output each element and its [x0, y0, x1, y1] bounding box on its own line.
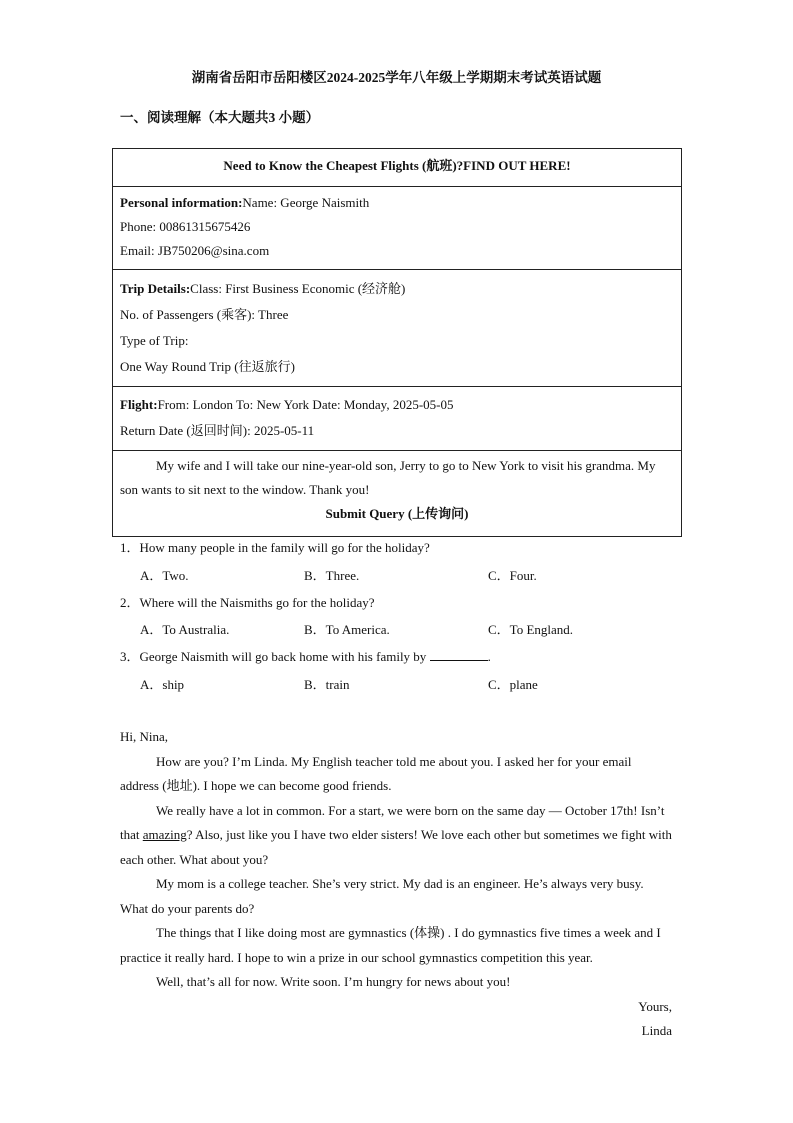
q3-option-a: A．ship [140, 677, 185, 692]
q3-option-b: B．train [304, 677, 350, 692]
trip-type-value: One Way Round Trip (往返旅行) [120, 359, 295, 374]
letter-greeting: Hi, Nina, [120, 729, 169, 744]
section-heading: 一、阅读理解（本大题共3 小题） [120, 110, 320, 125]
email-value: Email: JB750206@sina.com [120, 243, 270, 258]
message-text: My wife and I will take our nine-year-old son, Jerry to go to New York to visit his grandma. My son wants to sit next to the window. Thank you! [120, 458, 656, 497]
q1-option-a: A．Two. [140, 568, 189, 583]
flight-value: From: London To: New York Date: Monday, 2025-05-05 [157, 397, 454, 412]
q2-option-c: C．To England. [488, 622, 574, 637]
page-title: 湖南省岳阳市岳阳楼区2024-2025学年八年级上学期期末考试英语试题 [191, 70, 602, 85]
letter-paragraph-5: Well, that’s all for now. Write soon. I’m hungry for news about you! [156, 974, 511, 989]
flight-block [113, 387, 681, 451]
p2-part-b: ? Also, just like you I have two elder sisters! We love each other but sometimes we fight with each other. What about you? [120, 827, 672, 867]
q1-option-c: C．Four. [488, 568, 537, 583]
letter-paragraph-2 [120, 799, 672, 873]
flight-form-table [112, 148, 682, 537]
question-3-text: 3．George Naismith will go back home with his family by [120, 649, 427, 664]
q2-option-a: A．To Australia. [140, 622, 230, 637]
letter-paragraph-4: The things that I like doing most are gymnastics (体操) . I do gymnastics five times a week and I practice it really hard. I hope to win a prize in our school gymnastics competition this year. [120, 925, 661, 965]
letter-paragraph-1: How are you? I’m Linda. My English teacher told me about you. I asked her for your email address (地址). I hope we can become good friends. [120, 753, 632, 793]
question-3 [120, 646, 491, 665]
return-date-value: Return Date (返回时间): 2025-05-11 [120, 423, 315, 438]
letter-signature: Linda [641, 1023, 672, 1038]
question-1: 1．How many people in the family will go for the holiday? [120, 540, 430, 555]
trip-details-block [113, 270, 681, 387]
passengers-value: No. of Passengers (乘客): Three [120, 307, 289, 322]
letter-paragraph-3: My mom is a college teacher. She’s very strict. My dad is an engineer. He’s always very busy. What do your parents do? [120, 876, 644, 916]
p2-part-a: We really have a lot in common. For a start, we were born on the same day — October 17th! Isn’t that [120, 802, 665, 842]
message-block [113, 451, 681, 536]
trip-type-label: Type of Trip: [120, 333, 189, 348]
answer-blank [430, 650, 488, 661]
underlined-word: amazing [142, 827, 187, 842]
phone-value: Phone: 00861315675426 [120, 219, 251, 234]
submit-query: Submit Query (上传询问) [325, 506, 469, 521]
q3-option-c: C．plane [488, 677, 538, 692]
personal-info-label: Personal information: [120, 195, 243, 210]
q1-option-b: B．Three. [304, 568, 360, 583]
personal-info-block [113, 187, 681, 270]
form-heading: Need to Know the Cheapest Flights (航班)?FIND OUT HERE! [113, 149, 681, 187]
question-2: 2．Where will the Naismiths go for the holiday? [120, 595, 375, 610]
q2-option-b: B．To America. [304, 622, 390, 637]
letter [120, 725, 672, 1044]
letter-closing: Yours, [638, 998, 672, 1014]
class-value: Class: First Business Economic (经济舱) [190, 281, 406, 296]
name-value: Name: George Naismith [242, 195, 370, 210]
question-3-end: . [487, 649, 491, 664]
trip-details-label: Trip Details: [120, 281, 191, 296]
flight-label: Flight: [120, 397, 158, 412]
